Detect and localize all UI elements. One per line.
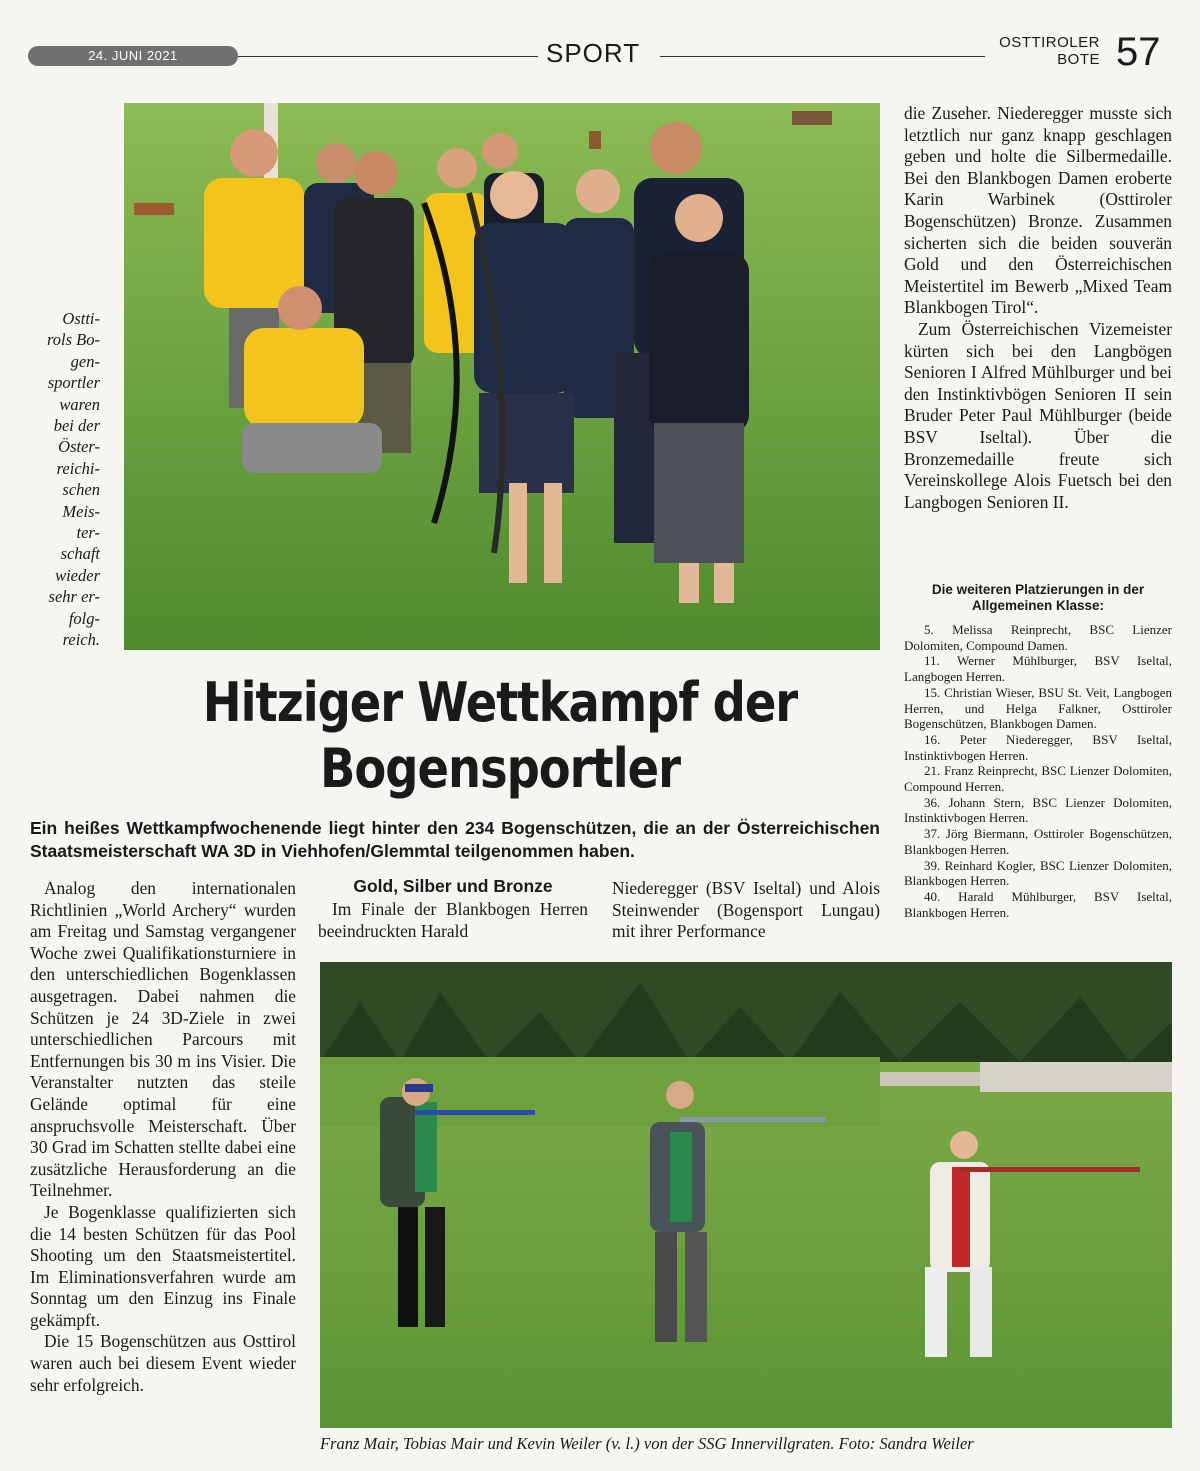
shooters-photo-image [320,962,1172,1428]
page-number: 57 [1116,30,1161,74]
bottom-photo-caption: Franz Mair, Tobias Mair und Kevin Weiler (v. l.) von der SSG Innervillgraten. Foto: Sandra Weiler [320,1434,974,1453]
side-caption-line: reich. [62,630,100,650]
placing-item: 11. Werner Mühlburger, BSV Iseltal, Langbogen Herren. [904,653,1172,685]
side-caption-line: reichi- [56,458,100,478]
side-caption-line: schaft [60,544,100,564]
section-title: SPORT [546,38,641,68]
article-column-left [30,878,296,1396]
side-caption-line: sehr er- [48,587,100,607]
article-paragraph: Zum Österreichischen Vizemeister kürten sich bei den Langbögen Senioren I Alfred Mühlburger und bei den Instinktivbögen Senioren II sein Bruder Peter Paul Mühlburger (beide BSV Iseltal). Über die Bronzemedaille freute sich Vereinskollege Alois Fuetsch bei den Langbogen Senioren II. [904,318,1172,512]
article-paragraph: Im Finale der Blankbogen Herren beeindruckten Harald [318,899,588,941]
article-paragraph: Die 15 Bogenschützen aus Osttirol waren auch bei diesem Event wieder sehr erfolgreich. [30,1331,296,1395]
article-paragraph: Analog den internationalen Richtlinien „World Archery“ wurden am Freitag und Samstag vergangener Woche zwei Qualifikationsturniere in den unterschiedlichen Bogenklassen ausgetragen. Dabei nahmen die Schützen je 24 3D-Ziele in zwei unterschiedlichen Parcours mit Entfernungen bis 30 m ins Visier. Die Veranstalter nutzten das steile Gelände optimal für eine anspruchsvolle Meisterschaft. Über 30 Grad im Schatten stellte dabei eine zusätzliche Herausforderung an die Teilnehmer. [30,878,296,1201]
article-paragraph: Je Bogenklasse qualifizierten sich die 14 besten Schützen für das Pool Shooting um den Staatsmeistertitel. Im Eliminationsverfahren wurde am Sonntag um den Einzug ins Finale gekämpft. [30,1201,296,1330]
article-column-third [612,878,880,943]
placing-item: 39. Reinhard Kogler, BSC Lienzer Dolomiten, Blankbogen Herren. [904,857,1172,889]
headline-line: Bogensportler [320,737,680,800]
placing-item: 40. Harald Mühlburger, BSV Iseltal, Blankbogen Herren. [904,888,1172,920]
placing-item: 37. Jörg Biermann, Osttiroler Bogenschützen, Blankbogen Herren. [904,826,1172,857]
headline-line: Hitziger Wettkampf der [202,671,798,734]
header-rule-left [238,56,538,57]
photo-side-caption [30,308,100,651]
article-paragraph: Niederegger (BSV Iseltal) und Alois Steinwender (Bogensport Lungau) mit ihrer Performance [612,878,880,942]
placing-item: 21. Franz Reinprecht, BSC Lienzer Dolomiten, Compound Herren. [904,763,1172,795]
shooters-photo [320,962,1172,1428]
side-caption-line: sportler [47,373,100,393]
side-caption-line: schen [62,480,100,500]
article-lede: Ein heißes Wettkampfwochenende liegt hinter den 234 Bogenschützen, die an der Österreichischen Staatsmeisterschaft WA 3D in Viehhofen/Glemmtal teilgenommen haben. [30,818,880,861]
side-caption-line: Meis- [62,501,100,521]
side-caption-line: Öster- [58,437,100,457]
newspaper-name [999,34,1100,68]
side-caption-line: wieder [55,565,100,585]
team-photo [124,103,880,650]
placing-item: 15. Christian Wieser, BSU St. Veit, Langbogen Herren, und Helga Falkner, Osttiroler Bogenschützen, Blankbogen Damen. [904,684,1172,732]
placing-item: 36. Johann Stern, BSC Lienzer Dolomiten, Instinktivbogen Herren. [904,794,1172,826]
side-caption-line: rols Bo- [46,330,100,350]
placing-item: 16. Peter Niederegger, BSV Iseltal, Instinktivbogen Herren. [904,731,1172,763]
issue-date: 24. JUNI 2021 [28,46,238,66]
side-caption-line: gen- [70,351,100,371]
side-caption-line: waren [59,394,100,414]
header-rule-right [660,56,985,57]
side-caption-line: folg- [68,608,100,628]
newspaper-name-line1: OSTTIROLER [999,34,1100,51]
placings-list [904,622,1172,920]
placing-item: 5. Melissa Reinprecht, BSC Lienzer Dolomiten, Compound Damen. [904,622,1172,653]
side-caption-line: ter- [76,523,100,543]
team-photo-image [124,103,880,650]
article-column-right [904,103,1172,513]
article-column-middle [318,875,588,942]
placings-heading: Die weiteren Platzierungen in der Allgemeinen Klasse: [931,582,1145,613]
side-caption-line: bei der [53,416,100,436]
headline [173,670,827,802]
side-caption-line: Ostti- [62,309,100,328]
article-paragraph: die Zuseher. Niederegger musste sich letztlich nur ganz knapp geschlagen geben und holte die Silbermedaille. Bei den Blankbogen Damen eroberte Karin Warbinek (Osttiroler Bogenschützen) Bronze. Zusammen sicherten sich die beiden souverän Gold und den Österreichischen Meistertitel im Bewerb „Mixed Team Blankbogen Tirol“. [904,103,1172,318]
newspaper-name-line2: BOTE [1057,51,1100,68]
article-subhead: Gold, Silber und Bronze [353,876,553,896]
